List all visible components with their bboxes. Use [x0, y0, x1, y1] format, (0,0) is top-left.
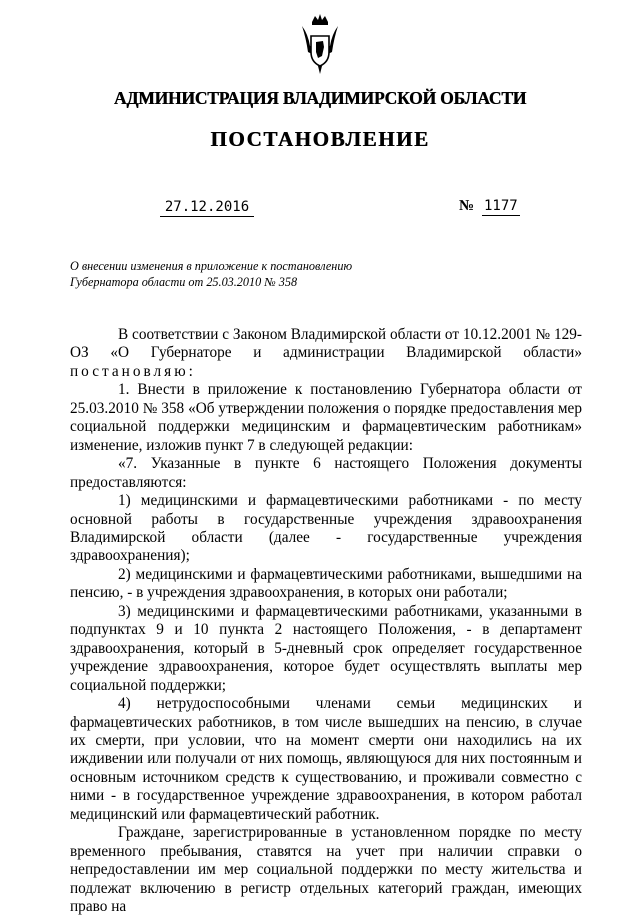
document-number: 1177 — [482, 198, 520, 216]
paragraph-1: 1. Внести в приложение к постановлению Губернатора области от 25.03.2010 № 358 «Об утверждении положения о порядке предоставления мер социальной поддержки медицинским и фармацевтическим работникам» изменение, изложив пункт 7 в следующей редакции: — [70, 381, 582, 454]
subject-line-2: Губернатора области от 25.03.2010 № 358 — [70, 275, 298, 289]
document-date: 27.12.2016 — [160, 199, 254, 217]
preamble-paragraph — [70, 326, 582, 381]
paragraph-6: 4) нетрудоспособными членами семьи медицинских и фармацевтических работников, в том числе вышедших на пенсию, в случае их смерти, при условии, что на момент смерти они находились на их иждивении или получали от них помощь, являющуюся для них постоянным и основным источником средств к существованию, и проживали совместно с ними - в государственное учреждение здравоохранения, в котором работал медицинский или фармацевтический работник. — [70, 695, 582, 823]
document-body — [70, 326, 582, 917]
organization-name: АДМИНИСТРАЦИЯ ВЛАДИМИРСКОЙ ОБЛАСТИ — [113, 88, 527, 108]
subject-line-1: О внесении изменения в приложение к постановлению — [70, 259, 353, 273]
number-label: № — [459, 198, 475, 214]
paragraph-4: 2) медицинскими и фармацевтическими работниками, вышедшими на пенсию, - в учреждения здравоохранения, в которых они работали; — [70, 565, 582, 602]
preamble-text: В соответствии с Законом Владимирской области от 10.12.2001 № 129-ОЗ «О Губернаторе и администрации Владимирской области» — [70, 326, 582, 362]
document-type: ПОСТАНОВЛЕНИЕ — [210, 127, 430, 151]
coat-of-arms-icon — [298, 12, 342, 76]
document-subject — [70, 258, 410, 290]
document-number-block — [459, 198, 520, 216]
decree-word: постановляю: — [70, 362, 196, 380]
paragraph-2: «7. Указанные в пункте 6 настоящего Положения документы предоставляются: — [70, 455, 582, 491]
paragraph-5: 3) медицинскими и фармацевтическими работниками, указанными в подпунктах 9 и 10 пункта 2 настоящего Положения, - в департамент здравоохранения, который в 5-дневный срок определяет государственное учреждение здравоохранения, которое будет осуществлять выплаты мер социальной поддержки; — [70, 602, 582, 694]
paragraph-3: 1) медицинскими и фармацевтическими работниками - по месту основной работы в государственные учреждения здравоохранения Владимирской области (далее - государственные учреждения здравоохранения); — [70, 492, 582, 565]
paragraph-7: Граждане, зарегистрированные в установленном порядке по месту временного пребывания, ставятся на учет при наличии справки о непредоставлении им мер социальной поддержки по месту жительства и подлежат включению в регистр отдельных категорий граждан, имеющих право на — [70, 824, 582, 916]
